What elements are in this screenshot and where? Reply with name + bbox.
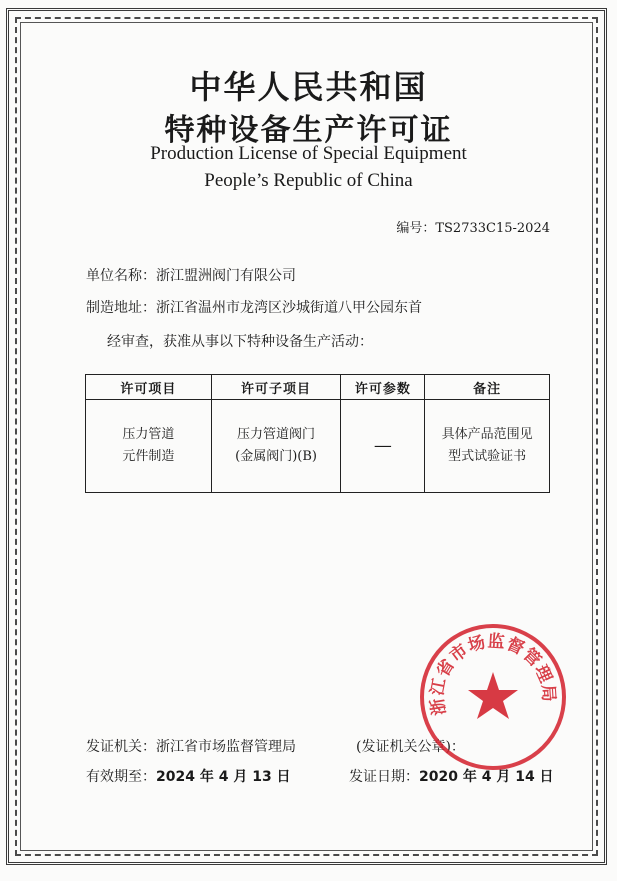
certificate-number: 编号：TS2733C15-2024 — [396, 221, 550, 236]
header-license-param: 许可参数 — [341, 375, 425, 400]
valid-until-value: 2024 年 4 月 13 日 — [156, 769, 291, 785]
header-license-subitem: 许可子项目 — [211, 375, 341, 400]
title-chinese-line1: 中华人民共和国 — [189, 68, 428, 106]
table-header-row — [86, 375, 550, 400]
issuer-label: 发证机关： — [86, 739, 156, 755]
title-english-line2: People’s Republic of China — [204, 170, 413, 191]
issuing-authority — [86, 736, 296, 756]
valid-until-label: 有效期至： — [86, 769, 156, 785]
seal-text: 浙江省市场监督管理局 — [427, 631, 559, 717]
seal-star-icon — [468, 672, 518, 719]
issue-date-label: 发证日期： — [349, 769, 419, 785]
unit-name-value: 浙江盟洲阀门有限公司 — [156, 268, 296, 284]
address-line — [86, 297, 422, 317]
cell-license-subitem: 压力管道阀门 (金属阀门)(B) — [211, 400, 341, 493]
header-remark: 备注 — [425, 375, 550, 400]
official-seal-note: (发证机关公章)： — [356, 739, 465, 755]
title-chinese-line2: 特种设备生产许可证 — [164, 113, 453, 148]
header-license-item: 许可项目 — [86, 375, 212, 400]
address-label: 制造地址： — [86, 300, 156, 316]
unit-name-label: 单位名称： — [86, 268, 156, 284]
unit-name-line — [86, 265, 296, 285]
table-row — [86, 400, 550, 493]
cell-license-item: 压力管道 元件制造 — [86, 400, 212, 493]
license-table — [85, 374, 550, 493]
cell-license-param: — — [341, 400, 425, 493]
issuer-value: 浙江省市场监督管理局 — [156, 739, 296, 755]
address-value: 浙江省温州市龙湾区沙城街道八甲公园东首 — [156, 300, 422, 316]
official-seal-stamp — [418, 622, 568, 772]
issue-date-value: 2020 年 4 月 14 日 — [419, 769, 554, 785]
intro-text: 经审查，获准从事以下特种设备生产活动： — [107, 334, 373, 350]
title-english-line1: Production License of Special Equipment — [150, 143, 467, 164]
cell-remark: 具体产品范围见 型式试验证书 — [425, 400, 550, 493]
valid-until — [86, 766, 291, 786]
